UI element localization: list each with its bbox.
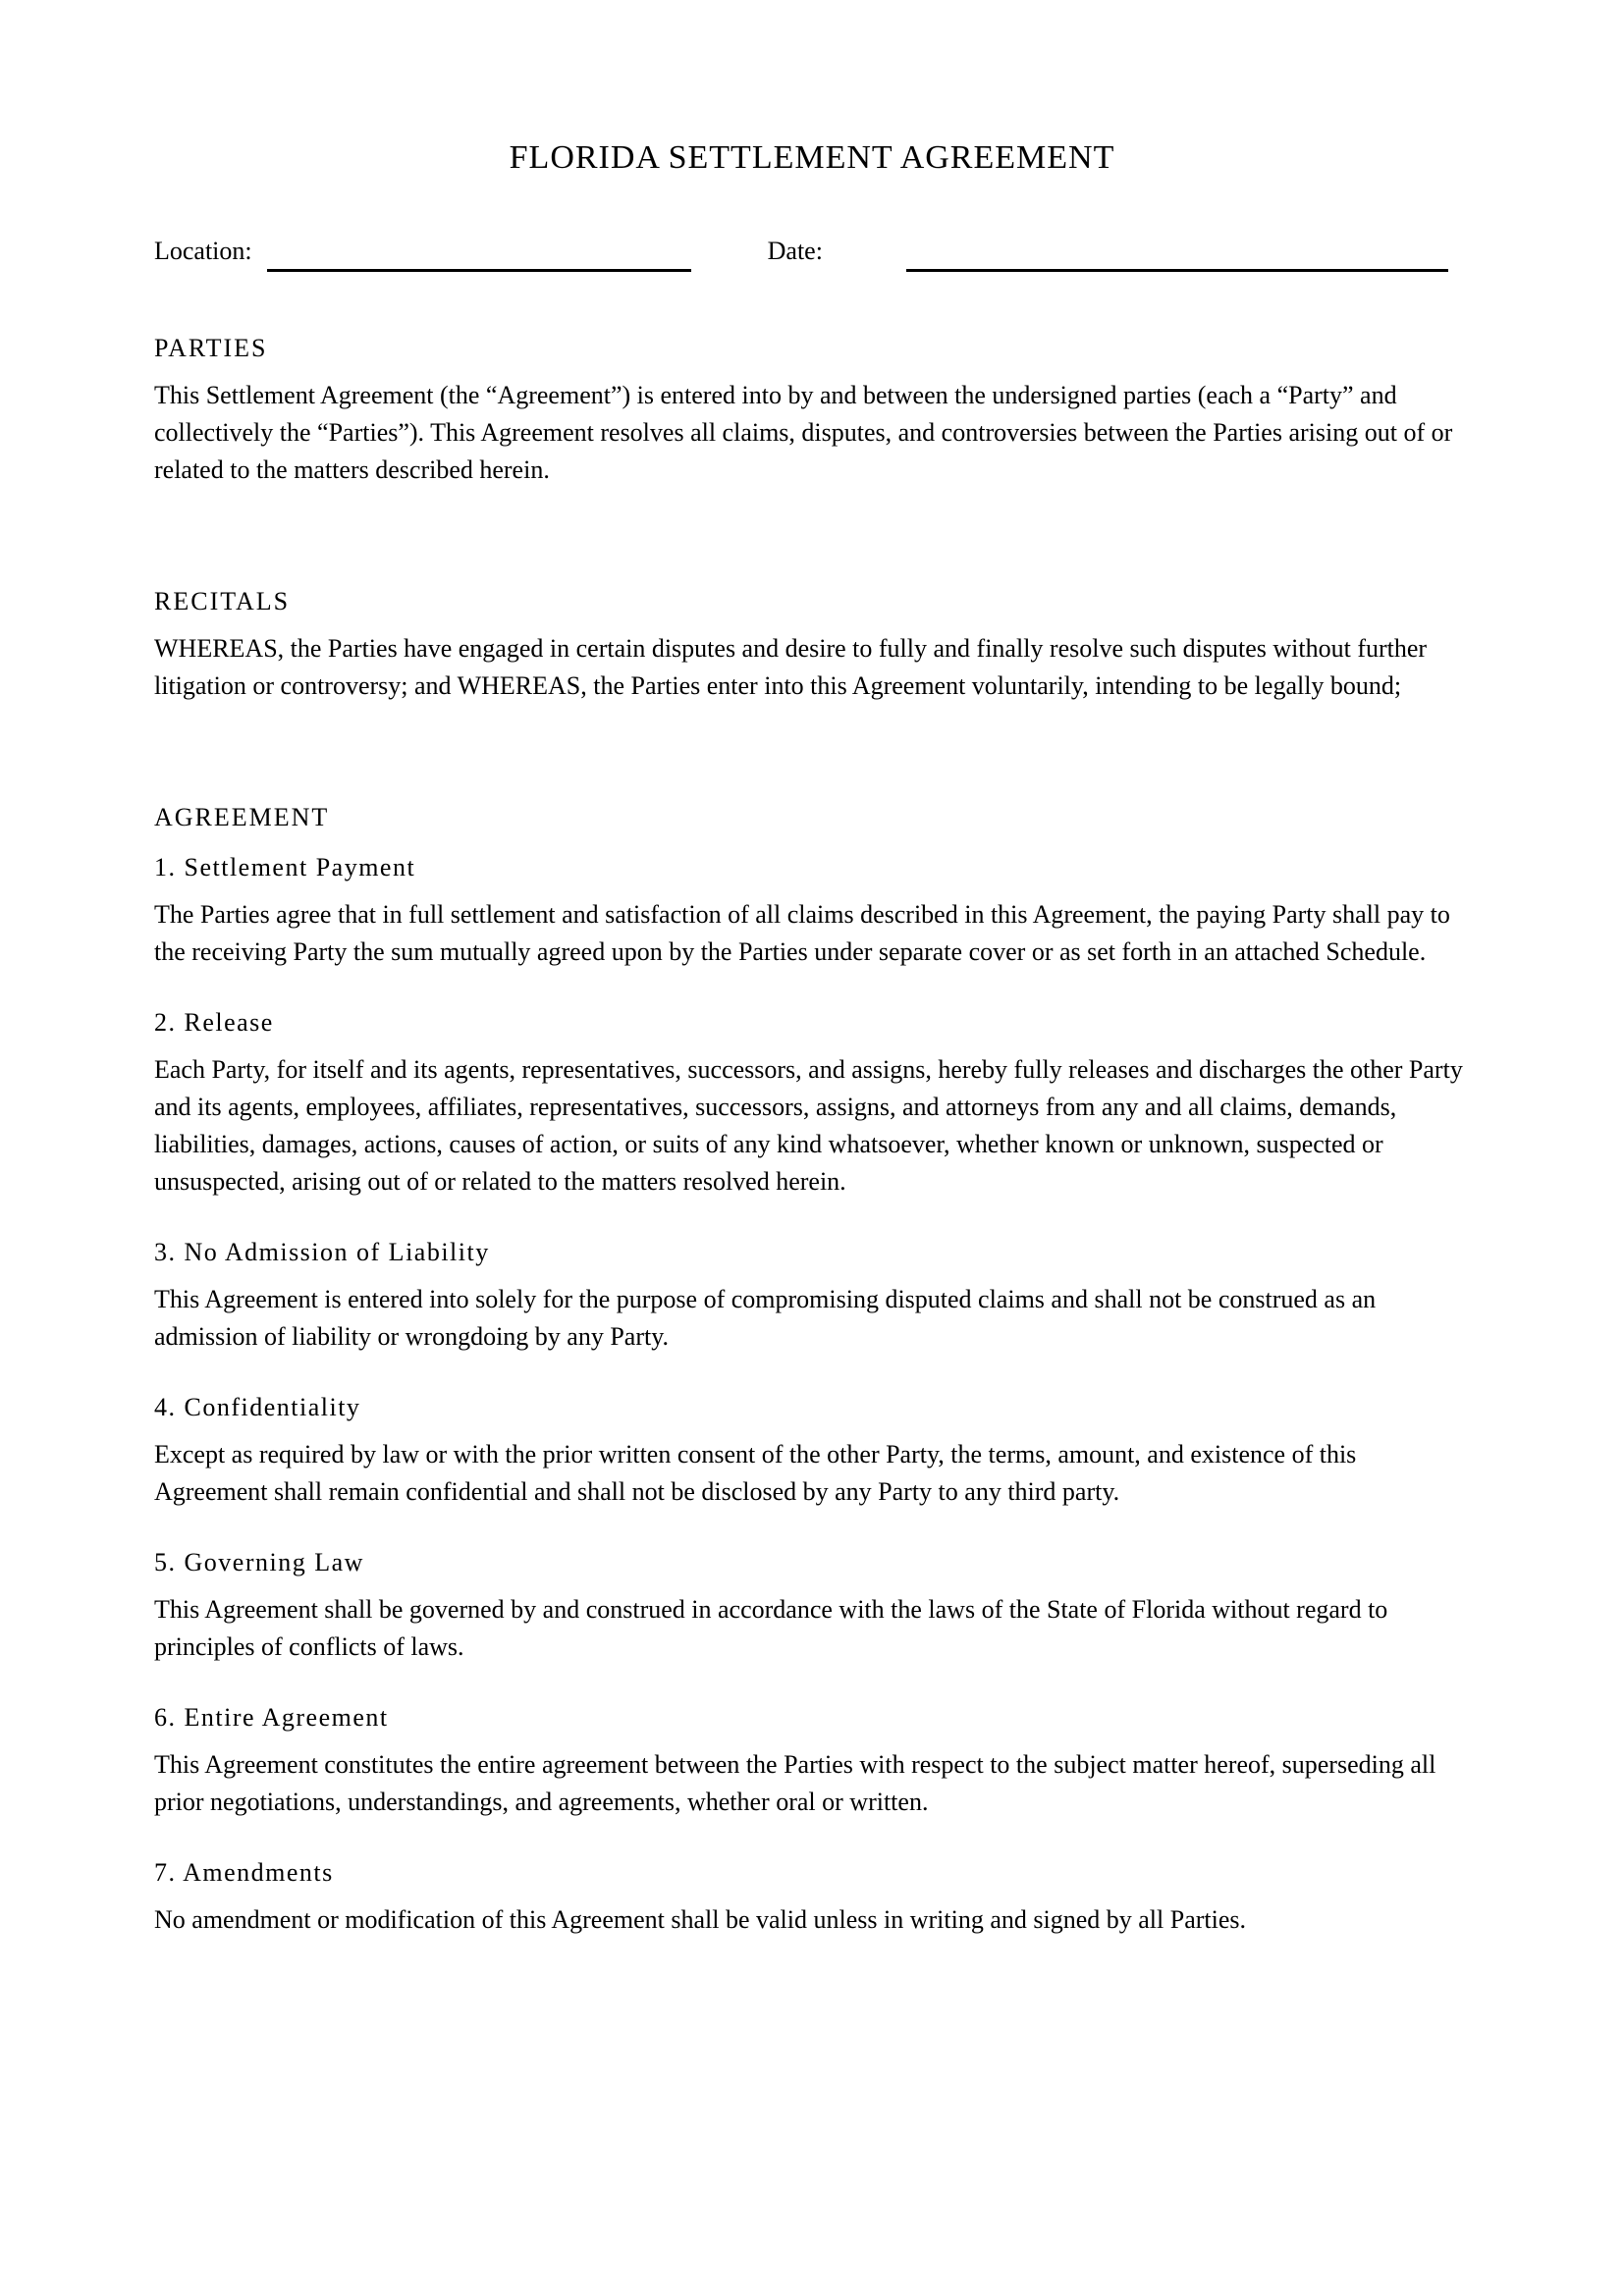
date-label: Date: (767, 237, 823, 265)
clause-4-body: Except as required by law or with the prior written consent of the other Party, the terms, amount, and existence of this Agreement shall remain confidential and shall not be disclosed by any Party to any third party. (154, 1440, 1357, 1506)
header-fields-row (154, 233, 1470, 272)
location-blank-line (267, 259, 691, 272)
clause-5-body: This Agreement shall be governed by and construed in accordance with the laws of the State of Florida without regard to principles of conflicts of laws. (154, 1595, 1388, 1661)
section-heading-recitals: RECITALS (154, 587, 291, 615)
clause-5-heading: 5. Governing Law (154, 1548, 364, 1576)
recitals-paragraph: WHEREAS, the Parties have engaged in certain disputes and desire to fully and finally resolve such disputes without further litigation or controversy; and WHEREAS, the Parties enter into this Agreement voluntarily, intending to be legally bound; (154, 634, 1428, 700)
document-title: FLORIDA SETTLEMENT AGREEMENT (509, 139, 1115, 176)
clause-3-heading: 3. No Admission of Liability (154, 1238, 490, 1266)
clause-2-heading: 2. Release (154, 1008, 274, 1037)
clause-2-body: Each Party, for itself and its agents, representatives, successors, and assigns, hereby fully releases and discharges the other Party and its agents, employees, affiliates, representatives, successors, assigns, and attorneys from any and all claims, demands, liabilities, damages, actions, causes of action, or suits of any kind whatsoever, whether known or unknown, suspected or unsuspected, arising out of or related to the matters resolved herein. (154, 1055, 1463, 1196)
clause-6-body: This Agreement constitutes the entire agreement between the Parties with respect to the subject matter hereof, superseding all prior negotiations, understandings, and agreements, whether oral or written. (154, 1750, 1436, 1816)
clause-7-body: No amendment or modification of this Agreement shall be valid unless in writing and signed by all Parties. (154, 1905, 1247, 1934)
clause-3-body: This Agreement is entered into solely for the purpose of compromising disputed claims and shall not be construed as an admission of liability or wrongdoing by any Party. (154, 1285, 1377, 1351)
parties-paragraph: This Settlement Agreement (the “Agreement”) is entered into by and between the undersigned parties (each a “Party” and collectively the “Parties”). This Agreement resolves all claims, disputes, and controversies between the Parties arising out of or related to the matters described herein. (154, 381, 1453, 484)
section-heading-agreement: AGREEMENT (154, 803, 330, 831)
clause-1-heading: 1. Settlement Payment (154, 853, 416, 881)
location-label: Location: (154, 237, 252, 265)
clause-6-heading: 6. Entire Agreement (154, 1703, 389, 1732)
clause-1-body: The Parties agree that in full settlement and satisfaction of all claims described in this Agreement, the paying Party shall pay to the receiving Party the sum mutually agreed upon by the Parties under separate cover or as set forth in an attached Schedule. (154, 900, 1450, 966)
clause-7-heading: 7. Amendments (154, 1858, 334, 1887)
section-heading-parties: PARTIES (154, 334, 268, 362)
clause-4-heading: 4. Confidentiality (154, 1393, 361, 1421)
date-blank-line (906, 259, 1448, 272)
